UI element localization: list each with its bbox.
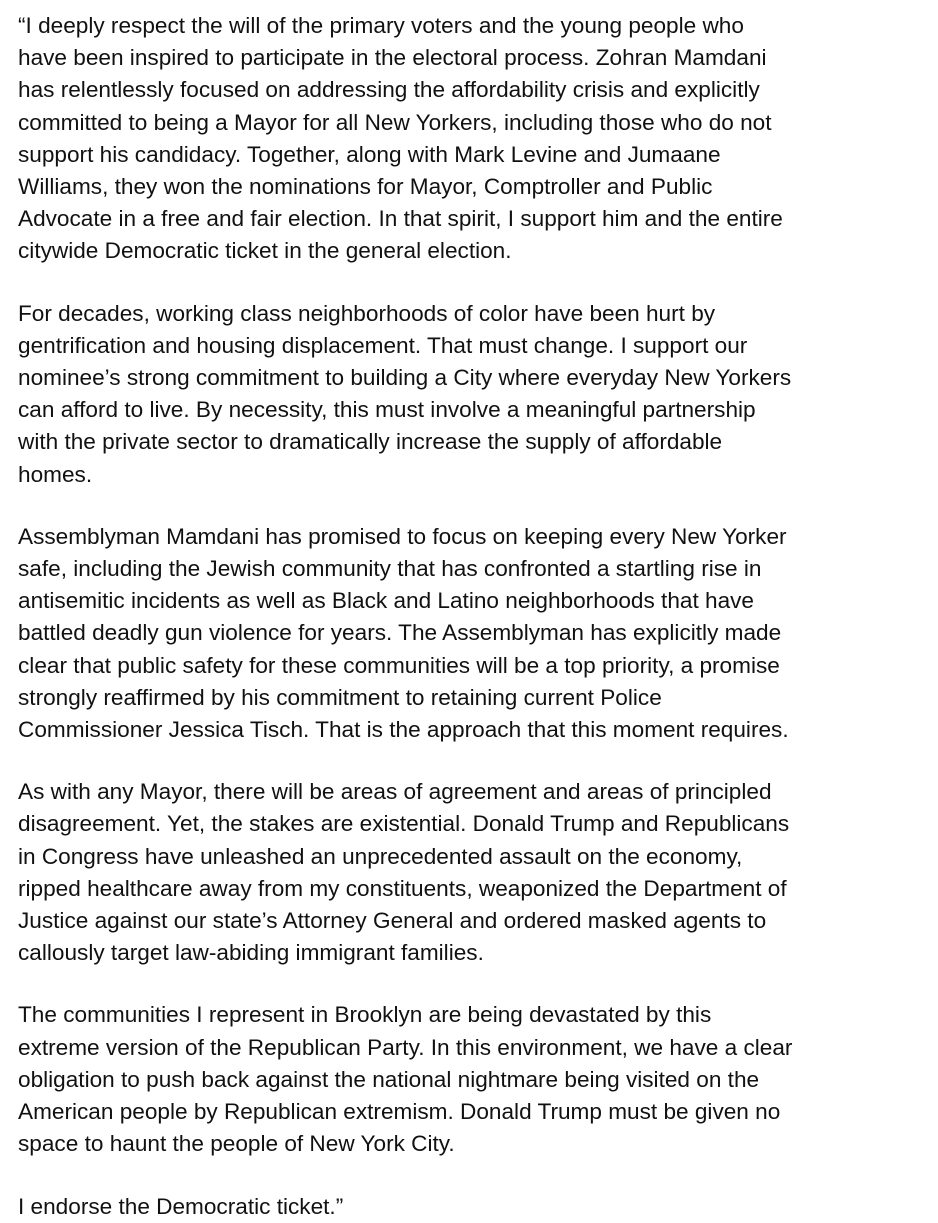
text-line: clear that public safety for these communities will be a top priority, a promise <box>18 652 780 678</box>
text-line: Assemblyman Mamdani has promised to focus on keeping every New Yorker <box>18 523 787 549</box>
paragraph-1 <box>18 10 920 268</box>
text-line: homes. <box>18 461 93 487</box>
text-line: ripped healthcare away from my constituents, weaponized the Department of <box>18 875 787 901</box>
text-line: American people by Republican extremism. Donald Trump must be given no <box>18 1099 781 1125</box>
text-line: For decades, working class neighborhoods of color have been hurt by <box>18 300 716 326</box>
text-line: Commissioner Jessica Tisch. That is the approach that this moment requires. <box>18 717 789 743</box>
text-line: space to haunt the people of New York City. <box>18 1131 455 1157</box>
text-line: antisemitic incidents as well as Black and Latino neighborhoods that have <box>18 588 754 614</box>
paragraph-3 <box>18 521 920 746</box>
text-line: Advocate in a free and fair election. In that spirit, I support him and the entire <box>18 206 783 232</box>
text-line: extreme version of the Republican Party. In this environment, we have a clear <box>18 1034 793 1060</box>
text-line: has relentlessly focused on addressing the affordability crisis and explicitly <box>18 77 760 103</box>
text-line: have been inspired to participate in the electoral process. Zohran Mamdani <box>18 45 767 71</box>
text-line: The communities I represent in Brooklyn are being devastated by this <box>18 1002 712 1028</box>
paragraph-2 <box>18 298 920 491</box>
text-line: “I deeply respect the will of the primary voters and the young people who <box>18 13 744 38</box>
text-line: battled deadly gun violence for years. The Assemblyman has explicitly made <box>18 620 782 646</box>
text-line: As with any Mayor, there will be areas of agreement and areas of principled <box>18 779 772 805</box>
paragraph-4 <box>18 776 920 969</box>
text-line: citywide Democratic ticket in the general election. <box>18 238 512 264</box>
text-line: strongly reaffirmed by his commitment to retaining current Police <box>18 684 662 710</box>
text-line: Williams, they won the nominations for Mayor, Comptroller and Public <box>18 174 713 200</box>
text-line: disagreement. Yet, the stakes are existential. Donald Trump and Republicans <box>18 811 790 837</box>
text-line: callously target law-abiding immigrant families. <box>18 940 484 966</box>
text-line: gentrification and housing displacement. That must change. I support our <box>18 332 748 358</box>
text-line: support his candidacy. Together, along with Mark Levine and Jumaane <box>18 141 721 167</box>
paragraph-6 <box>18 1191 920 1223</box>
text-line: obligation to push back against the national nightmare being visited on the <box>18 1066 760 1092</box>
text-line: nominee’s strong commitment to building a City where everyday New Yorkers <box>18 365 792 391</box>
text-line: committed to being a Mayor for all New Yorkers, including those who do not <box>18 109 772 135</box>
text-line: safe, including the Jewish community that has confronted a startling rise in <box>18 556 762 582</box>
text-line: I endorse the Democratic ticket.” <box>18 1193 344 1219</box>
text-line: can afford to live. By necessity, this must involve a meaningful partnership <box>18 397 756 423</box>
text-line: Justice against our state’s Attorney General and ordered masked agents to <box>18 908 767 934</box>
paragraph-5 <box>18 999 920 1160</box>
text-line: with the private sector to dramatically increase the supply of affordable <box>18 429 723 455</box>
text-line: in Congress have unleashed an unprecedented assault on the economy, <box>18 843 743 869</box>
